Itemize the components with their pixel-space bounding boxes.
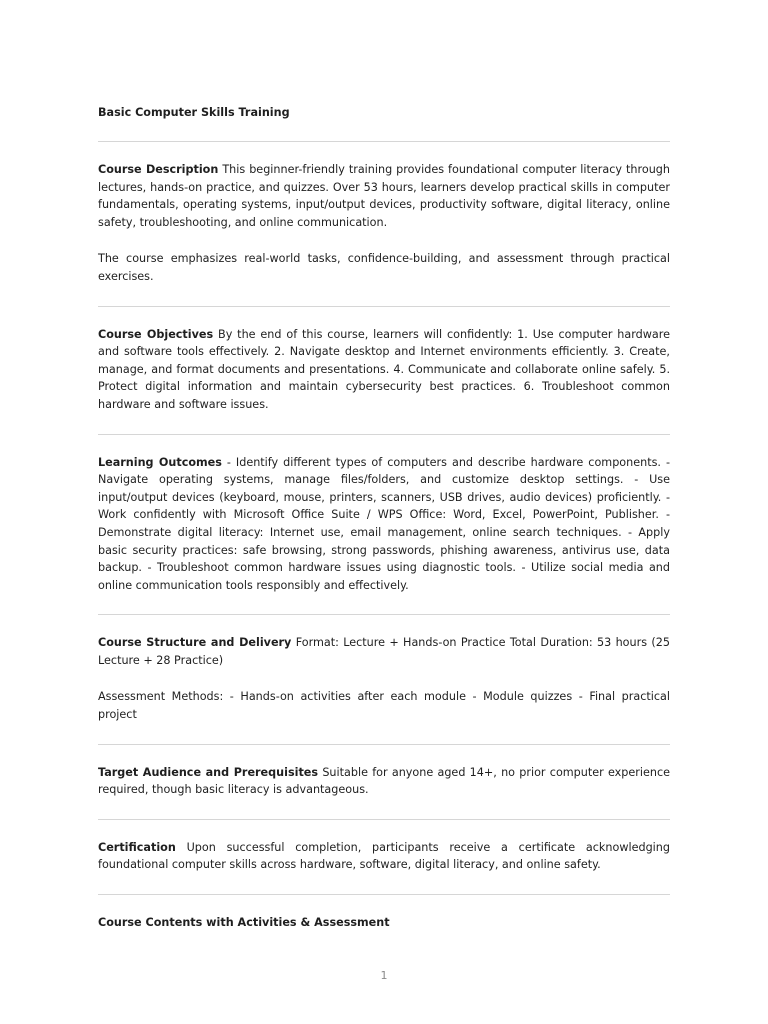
section-course-objectives — [98, 326, 670, 414]
section-divider — [98, 744, 670, 745]
section-heading: Target Audience and Prerequisites — [98, 765, 319, 779]
section-heading: Course Description — [98, 163, 219, 176]
section-divider — [98, 434, 670, 435]
section-course-structure — [98, 634, 670, 723]
section-course-contents — [98, 914, 670, 932]
section-divider — [98, 819, 670, 820]
section-divider — [98, 141, 670, 142]
section-course-description — [98, 161, 670, 286]
section-heading: Course Objectives — [98, 327, 214, 341]
section-certification — [98, 839, 670, 874]
paragraph — [98, 161, 670, 231]
paragraph — [98, 839, 670, 874]
paragraph-text: Assessment Methods: - Hands-on activities after each module - Module quizzes - Final practical project — [98, 690, 670, 722]
section-divider — [98, 894, 670, 895]
section-heading: Course Structure and Delivery — [98, 636, 292, 650]
paragraph — [98, 688, 670, 723]
paragraph — [98, 326, 670, 414]
paragraph — [98, 250, 670, 285]
document-title: Basic Computer Skills Training — [98, 106, 290, 119]
section-heading: Certification — [98, 840, 176, 854]
paragraph-text: This beginner-friendly training provides foundational computer literacy through lectures, hands-on practice, and quizzes. Over 53 hours, learners develop practical skills in computer fundamentals, operating systems, input/output devices, productivity software, digital literacy, online safety, troubleshooting, and online communication. — [98, 163, 670, 229]
page-number: 1 — [380, 969, 388, 982]
paragraph-text: Upon successful completion, participants receive a certificate acknowledging foundational computer skills across hardware, software, digital literacy, and online safety. — [98, 840, 670, 872]
paragraph-text: The course emphasizes real-world tasks, confidence-building, and assessment through practical exercises. — [98, 252, 670, 283]
paragraph-text: Suitable for anyone aged 14+, no prior computer experience required, though basic literacy is advantageous. — [98, 765, 671, 797]
section-divider — [98, 306, 670, 307]
paragraph — [98, 914, 670, 932]
section-heading: Course Contents with Activities & Assessment — [98, 916, 390, 930]
section-learning-outcomes — [98, 454, 670, 595]
paragraph — [98, 454, 670, 595]
paragraph-text: Format: Lecture + Hands-on Practice Total Duration: 53 hours (25 Lecture + 28 Practice) — [98, 636, 670, 667]
section-target-audience — [98, 764, 670, 799]
paragraph-text: - Identify different types of computers and describe hardware components. - Navigate operating systems, manage files/folders, and customize desktop settings. - Use input/output devices (keyboard, mouse, printers, scanners, USB drives, audio devices) proficiently. - Work confidently with Microsoft Office Suite / WPS Office: Word, Excel, PowerPoint, Publisher. - Demonstrate digital literacy: Internet use, email management, online search techniques. - Apply basic security practices: safe browsing, strong passwords, phishing awareness, antivirus use, data backup. - Troubleshoot common hardware issues using diagnostic tools. - Utilize social media and online communication tools responsibly and effectively. — [98, 455, 670, 592]
section-divider — [98, 614, 670, 615]
paragraph — [98, 634, 670, 669]
paragraph — [98, 764, 670, 799]
document-page — [98, 104, 670, 932]
paragraph-text: By the end of this course, learners will confidently: 1. Use computer hardware and software tools effectively. 2. Navigate desktop and Internet environments efficiently. 3. Create, manage, and format documents and presentations. 4. Communicate and collaborate online safely. 5. Protect digital information and maintain cybersecurity best practices. 6. Troubleshoot common hardware and software issues. — [98, 327, 670, 411]
section-heading: Learning Outcomes — [98, 455, 222, 469]
